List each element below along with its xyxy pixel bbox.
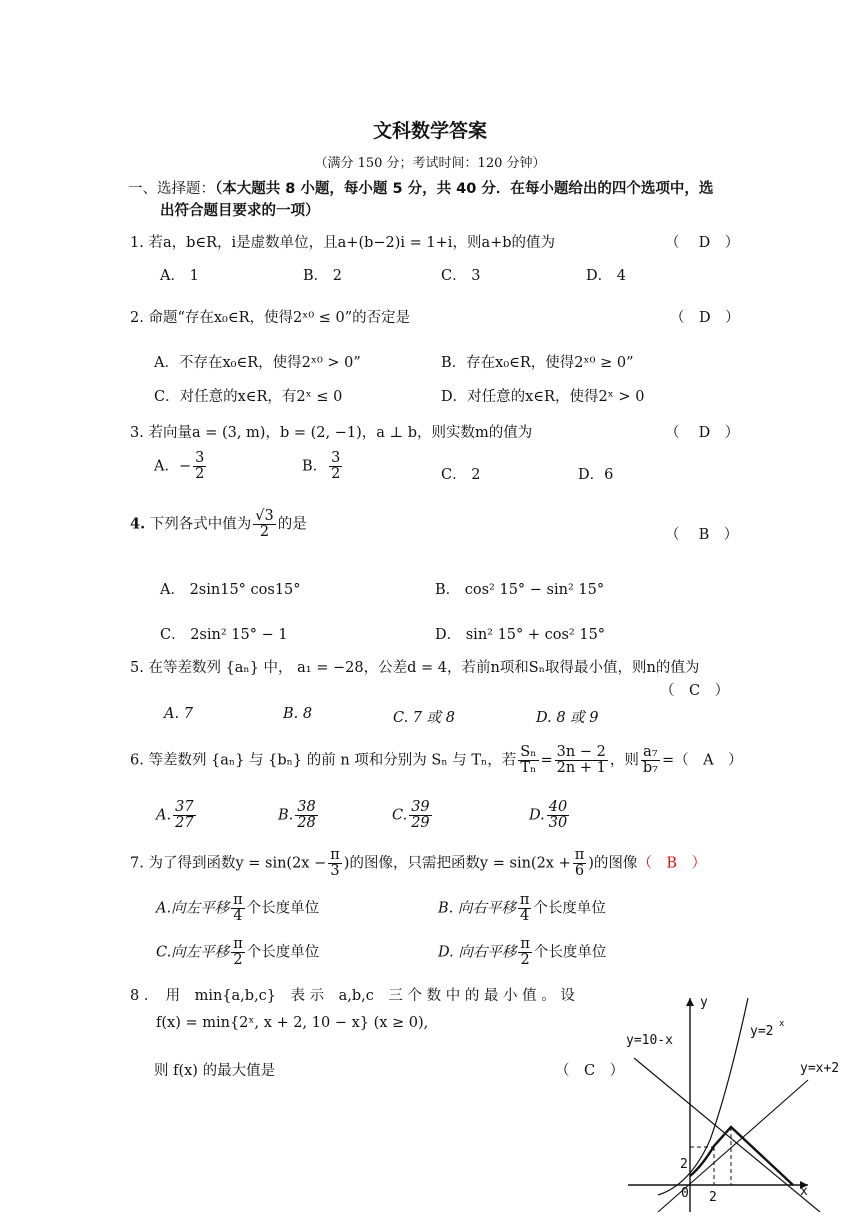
q6-stem: 6. 等差数列 {aₙ} 与 {bₙ} 的前 n 项和分别为 Sₙ 与 Tₙ，若 $\frac{\text{Sₙ}}{\text{Tₙ}}$ = $\frac{3n - 2}{2n + 1}$ ，则 $\frac{\text{a₇}}{\text{b₇}}$ =（ A ） <box>130 744 743 777</box>
q3-option-b-num: 3 <box>331 450 341 466</box>
graph-label-x: x <box>800 1184 808 1199</box>
q6-option-c-fraction <box>409 800 431 831</box>
q4-stem <box>130 509 307 540</box>
q2-option-d: D．对任意的x∈R，使得2ˣ > 0 <box>441 389 645 405</box>
q1-answer: （ D ） <box>665 235 740 251</box>
q3-option-a <box>154 451 208 482</box>
q7-pi-num-1: π <box>330 847 340 863</box>
q7-option-d-den: 2 <box>520 952 530 969</box>
q1-option-b: B． 2 <box>303 268 342 284</box>
q6-option-c-den: 29 <box>411 815 430 832</box>
q6-f2-num: 3n − 2 <box>556 744 606 760</box>
q6-option-b-num: 38 <box>297 799 316 815</box>
q6-option-c-num: 39 <box>411 799 430 815</box>
q2-option-b: B．存在x₀∈R，使得2ˣ⁰ ≥ 0” <box>441 355 634 371</box>
q1-option-c: C． 3 <box>441 268 481 284</box>
q6-option-a <box>156 800 198 831</box>
graph-label-y2: 2 <box>680 1157 688 1172</box>
q6-option-d <box>529 800 571 831</box>
q5-option-a: A. 7 <box>164 706 193 722</box>
q7-option-c-den: 2 <box>233 952 243 969</box>
q5-answer: （ C ） <box>660 683 730 699</box>
q7-option-a-fraction <box>231 893 245 924</box>
q5-option-b: B. 8 <box>283 706 313 722</box>
graph-label-line-2x-sup: x <box>779 1019 785 1029</box>
q7-option-b-fraction <box>518 893 532 924</box>
q6-option-d-label: D. <box>529 807 545 824</box>
graph-label-line-10-x: y=10-x <box>626 1033 673 1048</box>
q5-option-c: C. 7 或 8 <box>393 710 455 726</box>
q6-option-b-den: 28 <box>297 815 316 832</box>
q7-option-b-tail: 个长度单位 <box>533 900 606 917</box>
q6-option-b <box>278 800 320 831</box>
q7-fraction-pi-6 <box>573 848 587 879</box>
q6-option-d-den: 30 <box>548 815 568 832</box>
q7-option-b-num: π <box>519 892 530 908</box>
q3-option-c: C． 2 <box>441 467 481 483</box>
q7-den-6: 6 <box>574 863 585 880</box>
q3-option-b-den: 2 <box>331 466 341 483</box>
section-desc-line1: （本大题共 8 小题，每小题 5 分，共 40 分．在每小题给出的四个选项中，选 <box>215 181 714 197</box>
q6-f3-den: b₇ <box>642 760 658 777</box>
q4-option-a: A． 2sin15° cos15° <box>160 582 301 598</box>
q8-line2: f(x) = min{2ˣ, x + 2, 10 − x} (x ≥ 0), <box>156 1015 429 1031</box>
graph-line-10-minus-x <box>634 1058 820 1212</box>
q3-option-a-den: 2 <box>195 466 205 483</box>
q3-option-b <box>302 451 344 482</box>
q7-option-d-tail: 个长度单位 <box>533 944 607 961</box>
q3-stem: 3. 若向量a = (3, m)，b = (2, −1)，a ⊥ b，则实数m的值为 <box>130 425 533 441</box>
q2-answer: （ D ） <box>670 310 740 326</box>
q6-option-d-fraction <box>547 800 569 831</box>
q6-f3-num: a₇ <box>641 745 660 761</box>
q3-option-a-label: A． <box>154 458 179 475</box>
q7-option-c-label: C.向左平移 <box>156 944 230 961</box>
q3-option-a-num: 3 <box>195 450 205 466</box>
q7-option-a-label: A.向左平移 <box>156 900 230 917</box>
page-subtitle: （满分 150 分；考试时间：120 分钟） <box>314 156 546 171</box>
q7-option-b <box>438 893 606 924</box>
q7-option-c-tail: 个长度单位 <box>246 944 320 961</box>
section-label: 一、选择题： <box>128 181 215 197</box>
q6-answer: =（ A ） <box>661 752 743 769</box>
q7-option-d-fraction <box>518 937 532 968</box>
section-desc-line2-wrap <box>160 199 320 220</box>
q6-fraction-ratio <box>555 745 608 776</box>
q8-answer: （ C ） <box>555 1063 625 1079</box>
q7-option-a <box>156 893 319 924</box>
q8-graph <box>618 990 854 1212</box>
q6-stem-mid: ，则 <box>609 752 639 769</box>
q3-option-b-fraction <box>329 451 342 482</box>
q3-option-a-fraction <box>193 451 206 482</box>
q4-stem-post: 的是 <box>277 516 307 533</box>
q1-stem: 1. 若a，b∈R，i是虚数单位，且a+(b−2)i = 1+i，则a+b的值为 <box>130 235 556 251</box>
q8-line1: 8 ． 用 min{a,b,c} 表 示 a,b,c 三 个 数 中 的 最 小 值 。 设 <box>130 988 575 1004</box>
q4-option-b: B． cos² 15° − sin² 15° <box>435 582 605 598</box>
q7-stem-b: )的图像，只需把函数y = sin(2x + <box>343 855 571 872</box>
q7-stem <box>130 848 706 879</box>
q6-option-a-label: A. <box>156 807 172 824</box>
q7-pi-num-2: π <box>574 847 585 863</box>
q7-option-c-fraction <box>231 937 245 968</box>
q4-number: 4. <box>130 515 146 533</box>
q6-option-a-fraction <box>173 800 195 831</box>
q4-option-c: C． 2sin² 15° − 1 <box>160 627 288 643</box>
q7-option-d-num: π <box>520 936 530 952</box>
q6-option-b-fraction <box>295 800 317 831</box>
graph-label-line-2x: y=2 <box>750 1024 774 1039</box>
q3-option-a-sign: − <box>178 458 192 475</box>
q1-option-d: D． 4 <box>586 268 626 284</box>
graph-y-arrow-icon <box>686 998 694 1006</box>
q6-option-b-label: B. <box>278 807 294 824</box>
q6-f1-den: Tₙ <box>520 760 537 777</box>
q6-fraction-s-t <box>518 745 538 776</box>
q5-stem: 5. 在等差数列 {aₙ} 中， a₁ = −28，公差d = 4，若前n项和Sₙ取得最小值，则n的值为 <box>130 660 700 676</box>
q2-option-c: C．对任意的x∈R，有2ˣ ≤ 0 <box>154 389 343 405</box>
q8-line3: 则 f(x) 的最大值是 <box>154 1063 276 1079</box>
q4-answer: （ B ） <box>665 527 739 543</box>
page-title: 文科数学答案 <box>372 120 487 142</box>
section-header <box>128 177 713 198</box>
graph-label-y: y <box>700 995 708 1010</box>
q6-fraction-a-b <box>641 745 660 776</box>
q2-option-a: A．不存在x₀∈R，使得2ˣ⁰ > 0” <box>154 355 361 371</box>
q7-stem-c: )的图像 <box>588 855 638 872</box>
graph-label-origin: 0 <box>681 1186 689 1201</box>
q7-option-d-label: D. 向右平移 <box>438 944 517 961</box>
q7-option-d <box>438 937 606 968</box>
q6-option-a-den: 27 <box>175 815 194 832</box>
q7-den-3: 3 <box>330 863 340 880</box>
q7-option-b-den: 4 <box>520 908 530 925</box>
q6-option-c <box>392 800 434 831</box>
q7-option-c <box>156 937 319 968</box>
q7-option-a-num: π <box>233 892 243 908</box>
q3-option-d: D．6 <box>578 467 614 483</box>
q1-option-a: A． 1 <box>160 268 199 284</box>
graph-label-line-x2: y=x+2 <box>800 1061 840 1076</box>
q6-option-d-num: 40 <box>548 799 568 815</box>
q7-answer: （ B ） <box>637 855 707 872</box>
q5-option-d: D. 8 或 9 <box>536 710 599 726</box>
q7-stem-a: 7. 为了得到函数y = sin(2x − <box>130 855 327 872</box>
q6-f2-den: 2n + 1 <box>556 760 606 777</box>
graph-label-x2: 2 <box>709 1190 717 1205</box>
q3-answer: （ D ） <box>665 425 740 441</box>
q4-fraction <box>253 509 275 540</box>
q7-option-b-label: B. 向右平移 <box>438 900 516 917</box>
graph-curve-2-pow-x <box>658 998 748 1195</box>
q6-f1-num: Sₙ <box>520 744 537 760</box>
q7-option-c-num: π <box>233 936 243 952</box>
q3-option-b-label: B． <box>302 458 328 475</box>
q2-stem: 2. 命题“存在x₀∈R，使得2ˣ⁰ ≤ 0”的否定是 <box>130 310 411 326</box>
q7-option-a-tail: 个长度单位 <box>246 900 320 917</box>
q7-option-a-den: 4 <box>233 908 243 925</box>
q4-fraction-den: 2 <box>259 524 270 541</box>
section-desc-line2: 出符合题目要求的一项） <box>160 203 320 219</box>
q4-stem-pre: 下列各式中值为 <box>149 516 252 533</box>
q4-fraction-num: √3 <box>255 508 274 524</box>
q6-stem-pre: 6. 等差数列 {aₙ} 与 {bₙ} 的前 n 项和分别为 Sₙ 与 Tₙ，若 <box>130 752 517 769</box>
q6-option-a-num: 37 <box>175 799 194 815</box>
q4-option-d: D． sin² 15° + cos² 15° <box>435 627 606 643</box>
q6-option-c-label: C. <box>392 807 408 824</box>
q7-fraction-pi-3 <box>328 848 342 879</box>
